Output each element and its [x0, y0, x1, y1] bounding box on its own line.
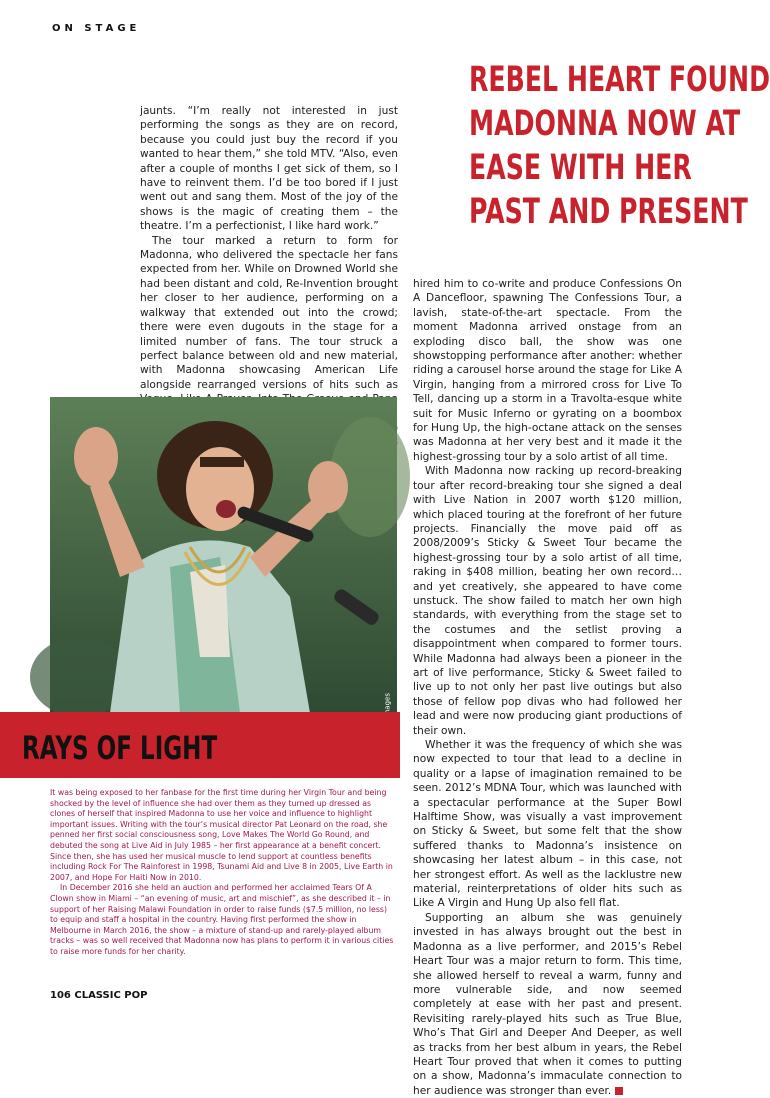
- end-mark-icon: [615, 1087, 623, 1095]
- body-paragraph-text: Supporting an album she was genuinely invested in has always brought out the best in Madonna as a live performer, and 2015’s Rebel Heart Tour was a major return to form. This time, she allowed herself to reveal a warm, funny and more vulnerable side, and now seemed completely at ease with her past and present. Revisiting rarely-played hits such as True Blue, Who’s That Girl and Deeper And Deeper, as well as tracks from her best album in years, the Rebel Heart Tour proved that when it comes to putting on a show, Madonna’s immaculate connection to her audience was stronger than ever.: [413, 911, 682, 1097]
- body-paragraph: Whether it was the frequency of which she was now expected to tour that lead to a decline in quality or a lapse of imagination remained to be seen. 2012’s MDNA Tour, which was launched with a spectacular performance at the Super Bowl Halftime Show, was visually a vast improvement on Sticky & Sweet, but some felt that the show suffered thanks to Madonna’s insistence on showcasing her latest album – in this case, not her strongest effort. As well as the lacklustre new material, reinterpretations of older hits such as Like A Virgin and Hung Up also fell flat.: [413, 739, 682, 910]
- boxout-banner: [0, 712, 400, 778]
- body-paragraph: The tour marked a return to form for Madonna, who delivered the spectacle her fans expected from her. While on Drowned World she had been distant and cold, Re-Invention brought her closer to her audience, performing on a walkway that extended out into the crowd; there were even dugouts in the stage for a limited number of fans. The tour struck a perfect balance between old and new material, with Madonna showcasing American Life alongside rearranged versions of hits such as: [140, 234, 398, 391]
- headline: [469, 58, 770, 234]
- boxout-text: [50, 788, 395, 958]
- headline-line: REBEL HEART FOUND: [469, 60, 770, 100]
- headline-line: PAST AND PRESENT: [469, 192, 748, 232]
- right-column: [413, 277, 682, 1098]
- boxout-paragraph: It was being exposed to her fanbase for the first time during her Virgin Tour and being shocked by the level of influence she had over them as they turned up dressed as clones of herself that inspired Madonna to use her voice and influence to highlight important issues. Writing with the tour’s musical director Pat Leonard on the road, she penned her first social consciousness song, Love Makes The World Go Round, and debuted the song at Live Aid in July 1985 – her first appearance at a benefit concert. Since then, she has used her musical muscle to lend support at countless benefits including Rock For The Rainforest in 1998, Tsunami Aid and Live 8 in 2005, Live Earth in 2007, and Hope For Haiti Now in 2010.: [50, 788, 393, 882]
- boxout-title: RAYS OF LIGHT: [22, 729, 218, 767]
- page-folio: 106 CLASSIC POP: [50, 990, 148, 1001]
- body-paragraph: [413, 911, 682, 1098]
- body-paragraph: hired him to co-write and produce Confessions On A Dancefloor, spawning The Confessions Tour, a lavish, state-of-the-art spectacle. From the moment Madonna arrived onstage from an exploding disco ball, the show was one showstopping performance after another: whether riding a carousel horse around the stage for Like A Virgin, hanging from a mirrored cross for Live To Tell, dancing up a storm in a Travolta-esque white suit for Music Inferno or gyrating on a boombox for Hung Up, the high-octane attack on the senses was Madonna at her very best and it made it the highest-grossing tour by a solo artist of all time.: [413, 278, 682, 463]
- body-paragraph: With Madonna now racking up record-breaking tour after record-breaking tour she signed a deal with Live Nation in 2007 worth $120 million, which placed touring at the forefront of her future projects. Financially the move paid off as 2008/2009’s Sticky & Sweet Tour became the highest-grossing tour by a solo artist of all time, raking in $408 million, beating her own record… and yet creatively, she appeared to have come unstuck. The show failed to match her own high standards, with everything from the stage set to the costumes and the setlist proving a disappointment when compared to former tours. While Madonna had always been a pioneer in the art of live performance, Sticky & Sweet failed to live up to not only her past live outings but also those of fellow pop divas who had followed her lead and were now producing giant productions of their own.: [413, 465, 682, 737]
- headline-line: MADONNA NOW AT: [469, 104, 741, 144]
- boxout-paragraph: In December 2016 she held an auction and performed her acclaimed Tears Of A Clown show in Miami – “an evening of music, art and mischief”, as she described it – in support of her Raising Malawi Foundation in order to raise funds ($7.5 million, no less) to equip and staff a hospital in the country. Having first performed the show in Melbourne in March 2016, the show – a mixture of stand-up and rarely-played album tracks – was so well received that Madonna now has plans to perform it in various cities to raise more funds for her charity.: [50, 883, 394, 956]
- section-label: ON STAGE: [52, 23, 141, 34]
- headline-line: EASE WITH HER: [469, 148, 692, 188]
- performer-illustration: [50, 397, 397, 713]
- body-paragraph: jaunts. “I’m really not interested in just performing the songs as they are on record, because you could just buy the record if you wanted to hear them,” she told MTV. “Also, even after a couple of months I get sick of them, so I have to reinvent them. I’d be too bored if I just went out and sang them. Most of the joy of the shows is the magic of creating them – the theatre. I’m a perfectionist, I like hard work.”: [140, 105, 398, 233]
- concert-photo: [50, 397, 397, 713]
